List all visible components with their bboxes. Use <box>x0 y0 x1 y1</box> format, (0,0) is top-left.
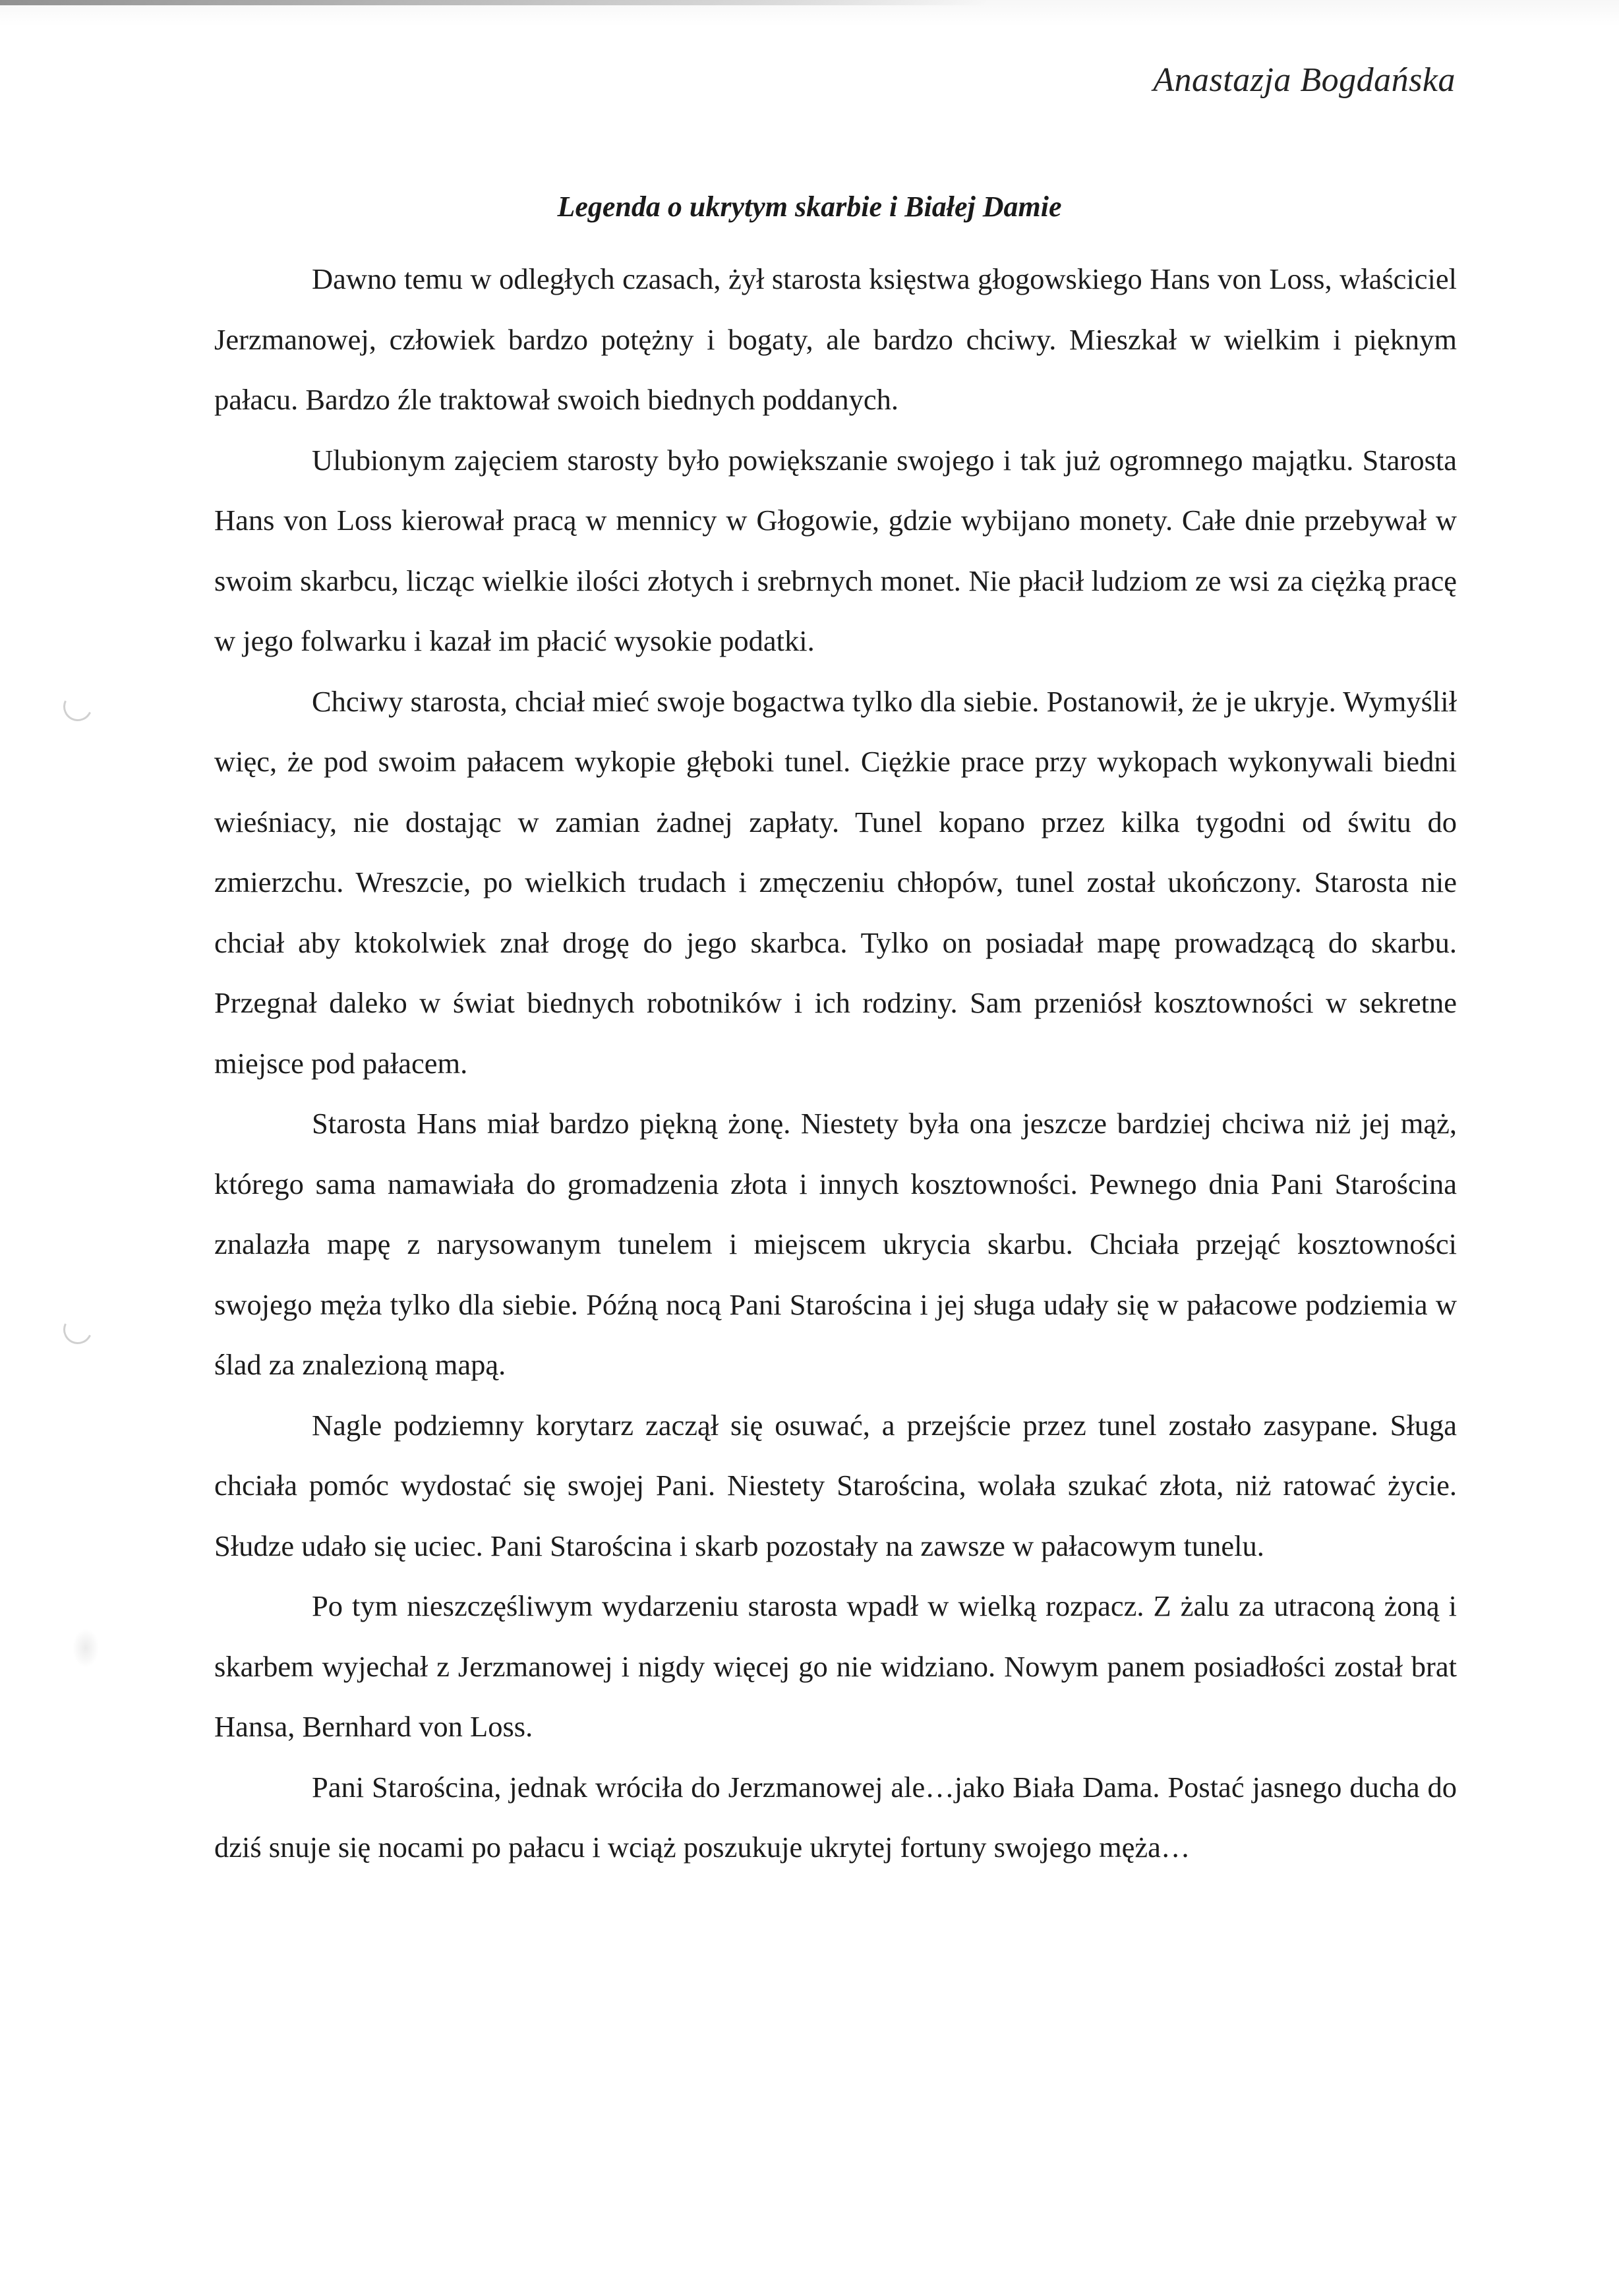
paragraph-1: Dawno temu w odległych czasach, żył starosta księstwa głogowskiego Hans von Loss, właściciel Jerzmanowej, człowiek bardzo potężny i bogaty, ale bardzo chciwy. Mieszkał w wielkim i pięknym pałacu. Bardzo źle traktował swoich biednych poddanych. <box>214 262 1457 416</box>
paragraph-7: Pani Starościna, jednak wróciła do Jerzmanowej ale…jako Biała Dama. Postać jasnego ducha do dziś snuje się nocami po pałacu i wciąż poszukuje ukrytej fortuny swojego męża… <box>214 1770 1457 1864</box>
punch-hole-mark-bottom <box>59 1311 96 1348</box>
scan-smudge <box>73 1628 99 1668</box>
punch-hole-mark-top <box>59 688 96 725</box>
paragraph-5: Nagle podziemny korytarz zaczął się osuwać, a przejście przez tunel zostało zasypane. Sługa chciała pomóc wydostać się swojej Pani. Niestety Starościna, wolała szukać złota, niż ratować życie. Słudze udało się uciec. Pani Starościna i skarb pozostały na zawsze w pałacowym tunelu. <box>214 1408 1457 1562</box>
scan-top-edge-shadow <box>0 0 989 5</box>
paragraph-2: Ulubionym zajęciem starosty było powiększanie swojego i tak już ogromnego majątku. Starosta Hans von Loss kierował pracą w mennicy w Głogowie, gdzie wybijano monety. Całe dnie przebywał w swoim skarbcu, licząc wielkie ilości złotych i srebrnych monet. Nie płacił ludziom ze wsi za ciężką pracę w jego folwarku i kazał im płacić wysokie podatki. <box>214 443 1457 657</box>
document-body <box>214 249 1457 1878</box>
paragraph-6: Po tym nieszczęśliwym wydarzeniu starosta wpadł w wielką rozpacz. Z żalu za utraconą żoną i skarbem wyjechał z Jerzmanowej i nigdy więcej go nie widziano. Nowym panem posiadłości został brat Hansa, Bernhard von Loss. <box>214 1589 1457 1743</box>
author-name: Anastazja Bogdańska <box>1153 61 1456 99</box>
paragraph-3: Chciwy starosta, chciał mieć swoje bogactwa tylko dla siebie. Postanowił, że je ukryje. Wymyślił więc, że pod swoim pałacem wykopie głęboki tunel. Ciężkie prace przy wykopach wykonywali biedni wieśniacy, nie dostając w zamian żadnej zapłaty. Tunel kopano przez kilka tygodni od świtu do zmierzchu. Wreszcie, po wielkich trudach i zmęczeniu chłopów, tunel został ukończony. Starosta nie chciał aby ktokolwiek znał drogę do jego skarbca. Tylko on posiadał mapę prowadzącą do skarbu. Przegnał daleko w świat biednych robotników i ich rodziny. Sam przeniósł kosztowności w sekretne miejsce pod pałacem. <box>214 684 1457 1080</box>
paragraph-4: Starosta Hans miał bardzo piękną żonę. Niestety była ona jeszcze bardziej chciwa niż jej mąż, którego sama namawiała do gromadzenia złota i innych kosztowności. Pewnego dnia Pani Starościna znalazła mapę z narysowanym tunelem i miejscem ukrycia skarbu. Chciała przejąć kosztowności swojego męża tylko dla siebie. Późną nocą Pani Starościna i jej sługa udały się w pałacowe podziemia w ślad za znalezioną mapą. <box>214 1107 1457 1381</box>
document-title: Legenda o ukrytym skarbie i Białej Damie <box>557 191 1062 223</box>
